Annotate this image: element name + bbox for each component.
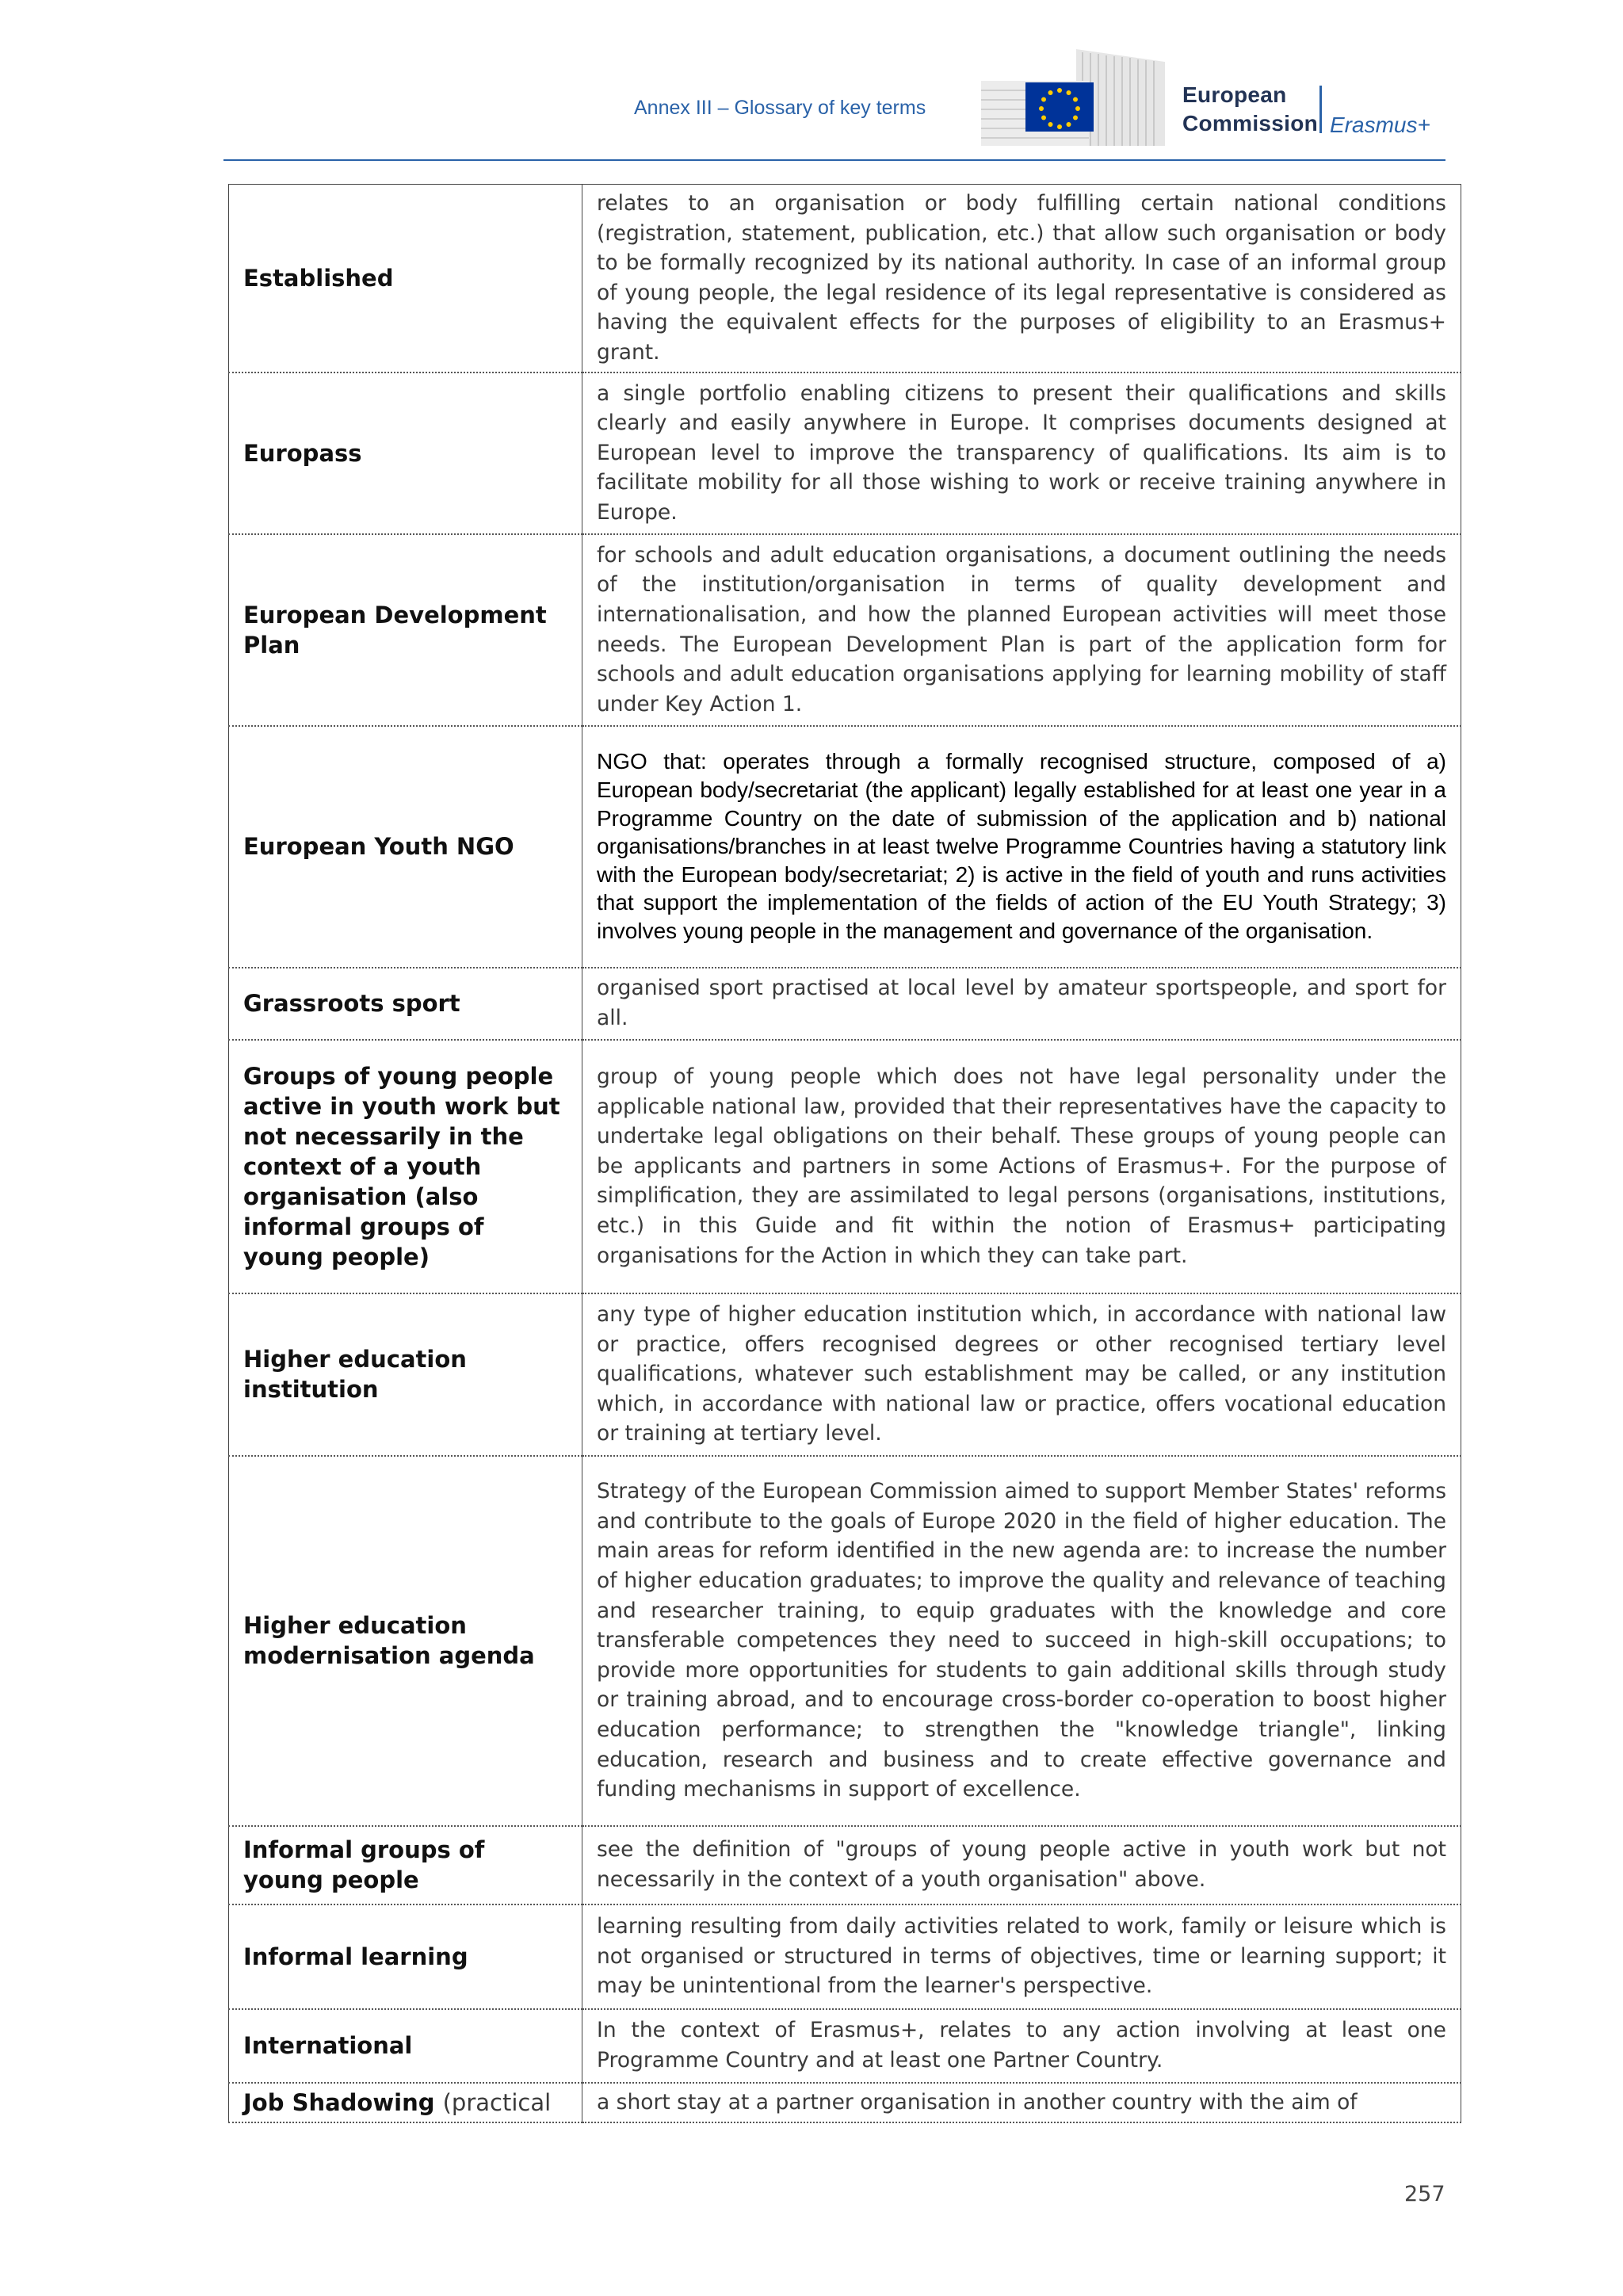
glossary-term: Job Shadowing (243, 2088, 435, 2116)
glossary-definition: group of young people which does not have legal personality under the applicable national law, provided that their representatives have the capacity to undertake legal obligations on their behalf. These groups of young people can be applicants and partners in some Actions of Erasmus+. For the purpose of simplification, they are assimilated to legal persons (organisations, institutions, etc.) in this Guide and fit within the notion of Erasmus+ participating organisations for the Action in which they can take part. (582, 1040, 1461, 1293)
glossary-term: Europass (229, 372, 582, 534)
glossary-term: Grassroots sport (229, 968, 582, 1040)
glossary-term: European Development Plan (229, 534, 582, 726)
glossary-row (229, 968, 1461, 1040)
glossary-table (228, 184, 1461, 2123)
european-commission-logo (981, 49, 1441, 146)
glossary-definition: a single portfolio enabling citizens to present their qualifications and skills clearly and easily anywhere in Europe. It comprises documents designed at European level to improve the transparency of qualifications. Its aim is to facilitate mobility for all those wishing to work or receive training anywhere in Europe. (582, 372, 1461, 534)
glossary-definition: NGO that: operates through a formally recognised structure, composed of a) European body/secretariat (the applicant) legally established for at least one year in a Programme Country on the date of submission of the application and b) national organisations/branches in at least twelve Programme Countries having a statutory link with the European body/secretariat; 2) is active in the field of youth and runs activities that support the implementation of the fields of action of the EU Youth Strategy; 3) involves young people in the management and governance of the organisation. (582, 726, 1461, 968)
glossary-term: International (229, 2009, 582, 2083)
glossary-definition: a short stay at a partner organisation in another country with the aim of (582, 2083, 1461, 2122)
glossary-term-note: (practical (442, 2088, 552, 2116)
glossary-term: Groups of young people active in youth work but not necessarily in the context of a youth organisation (also informal groups of young people) (229, 1040, 582, 1293)
glossary-term: Established (229, 185, 582, 372)
glossary-row (229, 1040, 1461, 1293)
glossary-row (229, 185, 1461, 372)
page-header (0, 0, 1623, 166)
glossary-row (229, 1293, 1461, 1456)
glossary-definition: for schools and adult education organisations, a document outlining the needs of the institution/organisation in terms of quality development and internationalisation, and how the planned European activities will meet those needs. The European Development Plan is part of the application form for schools and adult education organisations applying for learning mobility of staff under Key Action 1. (582, 534, 1461, 726)
logo-text (1182, 81, 1318, 138)
glossary-row (229, 726, 1461, 968)
glossary-row (229, 2083, 1461, 2122)
glossary-definition: any type of higher education institution which, in accordance with national law or practice, offers recognised degrees or other recognised tertiary level qualifications, whatever such establishment may be called, or any institution which, in accordance with national law or practice, offers vocational education or training at tertiary level. (582, 1293, 1461, 1456)
header-rule (223, 159, 1445, 161)
logo-org-line1: European (1182, 82, 1287, 107)
glossary-row (229, 1904, 1461, 2009)
glossary-term-cell (229, 2083, 582, 2122)
header-title: Annex III – Glossary of key terms (634, 97, 926, 119)
logo-org-line2: Commission (1182, 111, 1319, 136)
logo-programme: Erasmus+ (1330, 113, 1430, 137)
glossary-definition: see the definition of "groups of young people active in youth work but not necessarily in the context of a youth organisation" above. (582, 1826, 1461, 1904)
glossary-definition: organised sport practised at local level by amateur sportspeople, and sport for all. (582, 968, 1461, 1040)
glossary-term: European Youth NGO (229, 726, 582, 968)
glossary-row (229, 2009, 1461, 2083)
glossary-definition: In the context of Erasmus+, relates to any action involving at least one Programme Country and at least one Partner Country. (582, 2009, 1461, 2083)
glossary-definition: learning resulting from daily activities related to work, family or leisure which is not organised or structured in terms of objectives, time or learning support; it may be unintentional from the learner's perspective. (582, 1904, 1461, 2009)
commission-building-icon (981, 49, 1171, 146)
glossary-term: Higher education institution (229, 1293, 582, 1456)
glossary-term: Informal learning (229, 1904, 582, 2009)
glossary-definition: relates to an organisation or body fulfilling certain national conditions (registration, statement, publication, etc.) that allow such organisation or body to be formally recognized by its national authority. In case of an informal group of young people, the legal residence of its legal representative is considered as having the equivalent effects for the purposes of eligibility to an Erasmus+ grant. (582, 185, 1461, 372)
glossary-row (229, 534, 1461, 726)
logo-divider (1319, 86, 1322, 133)
glossary-definition: Strategy of the European Commission aimed to support Member States' reforms and contribute to the goals of Europe 2020 in the field of higher education. The main areas for reform identified in the new agenda are: to increase the number of higher education graduates; to improve the quality and relevance of teaching and researcher training, to equip graduates with the knowledge and core transferable competences they need to succeed in high-skill occupations; to provide more opportunities for students to gain additional skills through study or training abroad, and to encourage cross-border co-operation to boost higher education performance; to strengthen the "knowledge triangle", linking education, research and business and to create effective governance and funding mechanisms in support of excellence. (582, 1456, 1461, 1826)
glossary-row (229, 1826, 1461, 1904)
glossary-row (229, 372, 1461, 534)
glossary-row (229, 1456, 1461, 1826)
page-number: 257 (1404, 2182, 1445, 2206)
glossary-term: Higher education modernisation agenda (229, 1456, 582, 1826)
glossary-term: Informal groups of young people (229, 1826, 582, 1904)
